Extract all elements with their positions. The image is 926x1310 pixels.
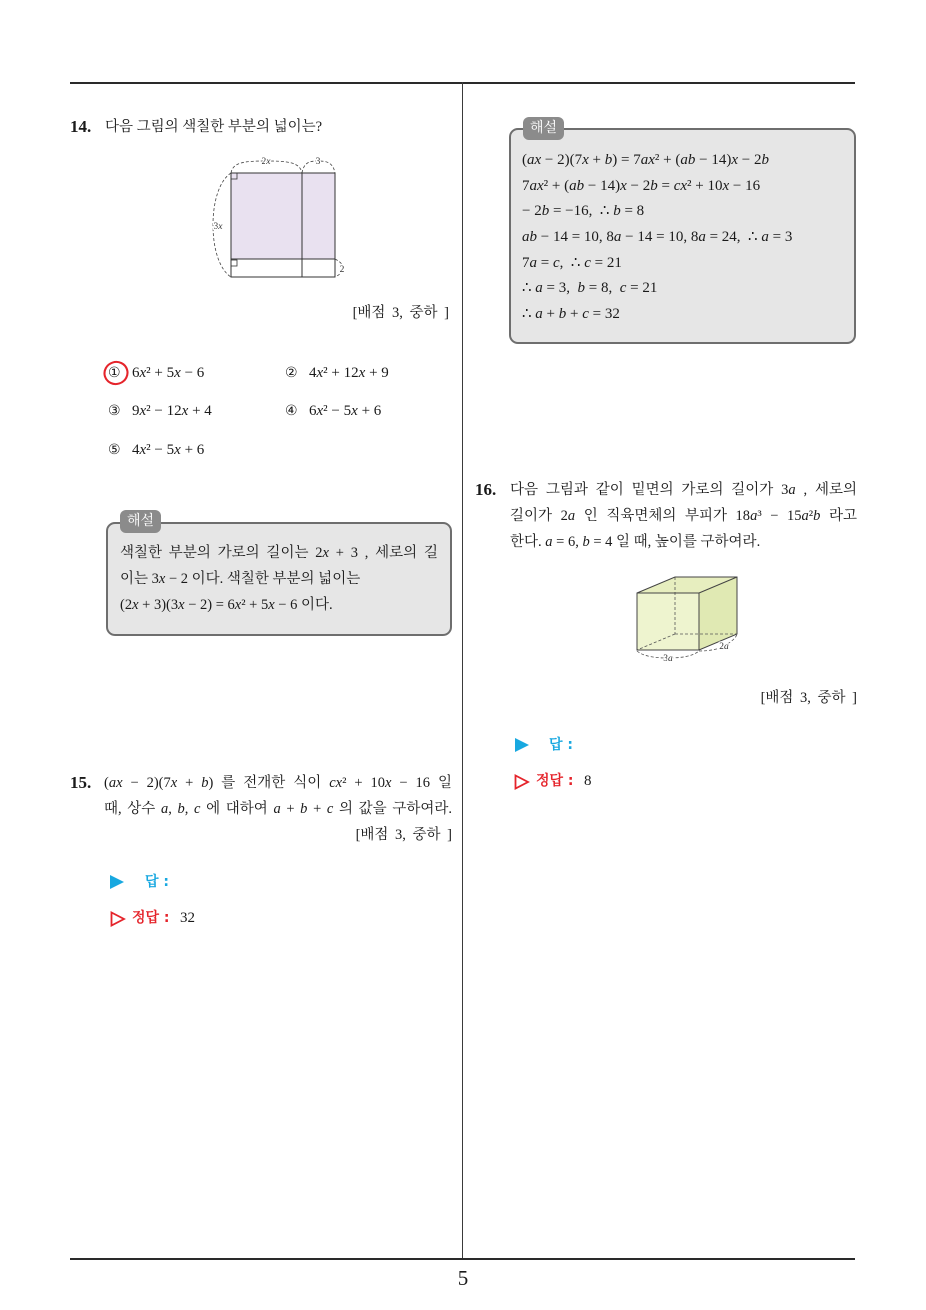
choice-4-number [285, 398, 309, 424]
problem-14-solution-tab: 해설 [120, 510, 161, 533]
solution-line: 이는 3x − 2 이다. 색칠한 부분의 넓이는 [120, 571, 361, 587]
question-line: (ax − 2)(7x + b) 를 전개한 식이 cx² + 10x − 16 일 [104, 775, 452, 791]
choice-number-label: ① [108, 365, 121, 381]
solution-line: 7a = c, ∴ c = 21 [522, 254, 622, 271]
label-top-segment-a: 2x [261, 157, 271, 167]
choice-5-expression: 4x² − 5x + 6 [132, 442, 205, 458]
problem-14-number: 14. [70, 117, 92, 136]
choice-3-expression: 9x² − 12x + 4 [132, 403, 212, 419]
choice-3-number [108, 398, 132, 424]
solution-line: ∴ a = 3, b = 8, c = 21 [522, 280, 658, 297]
problem-16-correct-value: 8 [584, 773, 592, 789]
choice-number-label: ② [285, 365, 298, 381]
solution-line: 색칠한 부분의 가로의 길이는 2x + 3 , 세로의 길 [120, 545, 438, 561]
problem-16-answer-label: 답 : [549, 737, 573, 753]
problem-15-correct-label: 정답 : [132, 910, 170, 926]
column-divider [462, 82, 463, 1258]
question-line: 때, 상수 a, b, c 에 대하여 a + b + c 의 값을 구하여라. [104, 801, 452, 817]
question-line: 한다. a = 6, b = 4 일 때, 높이를 구하여라. [510, 534, 761, 550]
problem-14-question [105, 114, 322, 140]
choice-number-label: ⑤ [108, 442, 121, 458]
cuboid-front-face [637, 593, 699, 650]
problem-15-solution-tab: 해설 [523, 117, 564, 140]
footer-rule [70, 1258, 855, 1260]
problem-15-question [104, 770, 452, 822]
choice-2 [285, 360, 389, 386]
label-side-height: 3x [213, 222, 223, 232]
problem-14-score: [배점 3, 중하 ] [352, 305, 449, 321]
choice-4-expression: 6x² − 5x + 6 [309, 403, 382, 419]
problem-15-score: [배점 3, 중하 ] [355, 827, 452, 843]
problem-15-answer-label: 답 : [145, 874, 169, 890]
label-top-segment-b: 3 [315, 157, 321, 167]
question-line: 길이가 2a 인 직육면체의 부피가 18a³ − 15a²b 라고 [510, 508, 857, 524]
question-line: 다음 그림과 같이 밑면의 가로의 길이가 3a , 세로의 [510, 482, 857, 498]
problem-15-solution-box [509, 128, 856, 344]
label-base-width: 3a [663, 654, 673, 664]
question-line: 다음 그림의 색칠한 부분의 넓이는? [105, 119, 323, 135]
choice-2-number [285, 360, 309, 386]
solution-line: (ax − 2)(7x + b) = 7ax² + (ab − 14)x − 2b [522, 152, 769, 168]
filled-triangle-icon [110, 875, 124, 889]
solution-text [522, 148, 842, 328]
shaded-region [231, 173, 335, 259]
choice-1-number [108, 360, 132, 386]
choice-5 [108, 437, 204, 463]
problem-14-figure [200, 150, 360, 290]
problem-16-number: 16. [475, 480, 497, 499]
choice-3 [108, 398, 212, 424]
choice-number-label: ④ [285, 403, 298, 419]
right-angle-mark [231, 260, 237, 266]
choice-1 [108, 360, 204, 386]
outline-triangle-icon [110, 911, 126, 927]
problem-15-number: 15. [70, 773, 92, 792]
label-base-depth: 2a [719, 642, 729, 652]
problem-16-question [510, 477, 857, 555]
choice-1-expression: 6x² + 5x − 6 [132, 365, 205, 381]
choice-1-circle-mark [100, 358, 131, 389]
solution-line: 7ax² + (ab − 14)x − 2b = cx² + 10x − 16 [522, 177, 761, 194]
outline-triangle-icon [514, 774, 530, 790]
page-number: 5 [457, 1266, 469, 1290]
filled-triangle-icon [515, 738, 529, 752]
solution-line: ab − 14 = 10, 8a − 14 = 10, 8a = 24, ∴ a = 3 [522, 229, 793, 246]
solution-line: − 2b = −16, ∴ b = 8 [522, 203, 645, 220]
cuboid-figure [620, 565, 755, 670]
choice-5-number [108, 437, 132, 463]
solution-text [120, 540, 438, 618]
problem-15-correct-value: 32 [180, 910, 195, 926]
problem-16-correct-label: 정답 : [536, 773, 574, 789]
choice-4 [285, 398, 381, 424]
choice-2-expression: 4x² + 12x + 9 [309, 365, 389, 381]
solution-line: ∴ a + b + c = 32 [522, 306, 620, 323]
choice-number-label: ③ [108, 403, 121, 419]
solution-line: (2x + 3)(3x − 2) = 6x² + 5x − 6 이다. [120, 597, 333, 613]
label-strip-height: 2 [339, 265, 345, 275]
problem-16-score: [배점 3, 중하 ] [760, 690, 857, 706]
problem-14-solution-box [106, 522, 452, 636]
